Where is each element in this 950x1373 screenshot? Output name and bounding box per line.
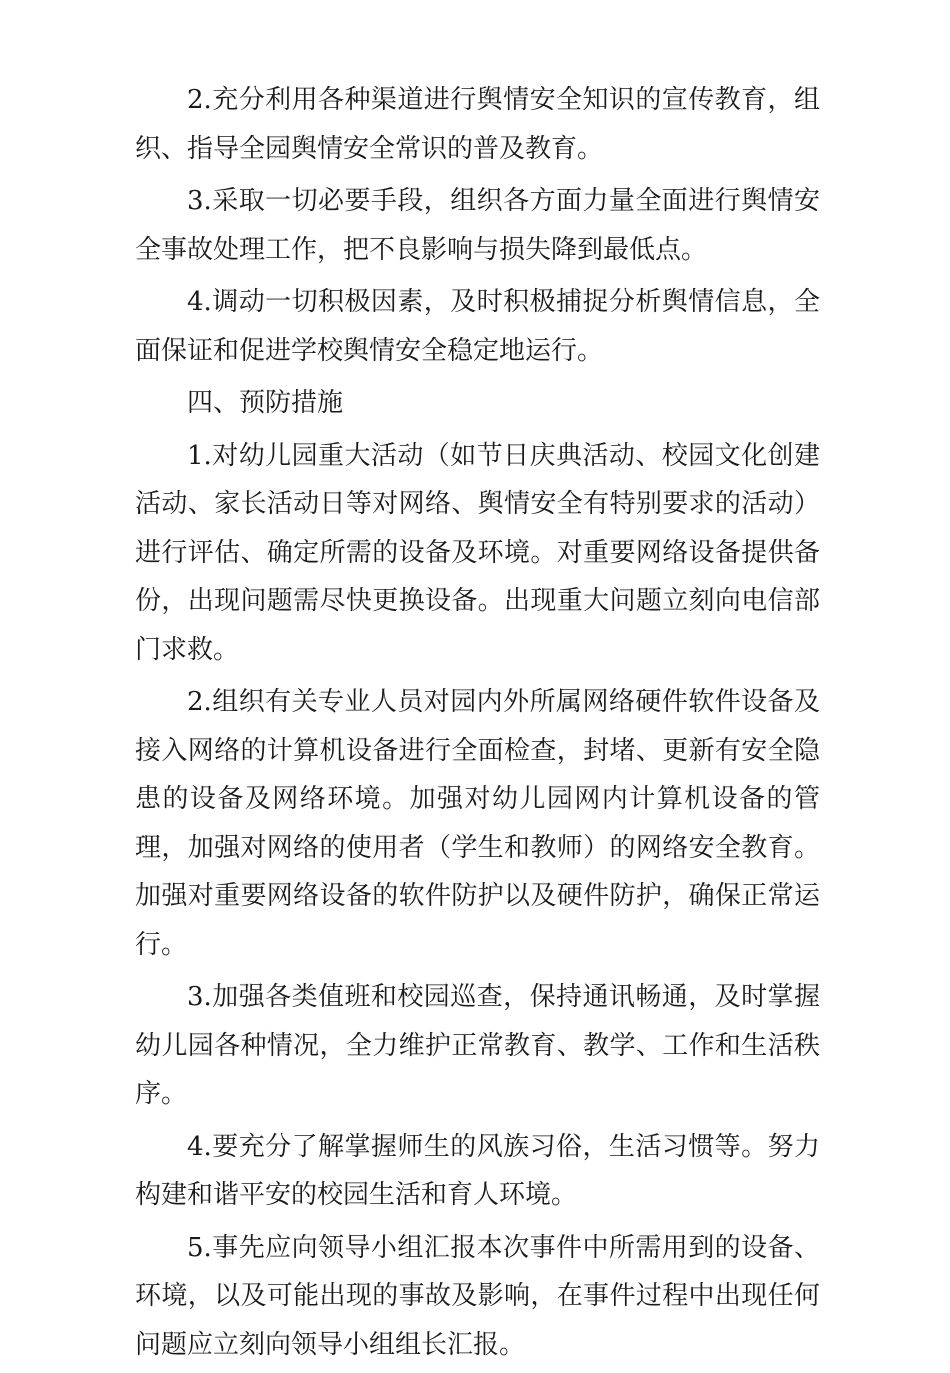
paragraph-item-2: 2.充分利用各种渠道进行舆情安全知识的宣传教育，组织、指导全园舆情安全常识的普及教育。 xyxy=(135,85,820,164)
prevention-item-5: 5.事先应向领导小组汇报本次事件中所需用到的设备、环境，以及可能出现的事故及影响，在事件过程中出现任何问题应立刻向领导小组组长汇报。 xyxy=(135,1232,820,1360)
paragraph-item-3: 3.采取一切必要手段，组织各方面力量全面进行舆情安全事故处理工作，把不良影响与损失降到最低点。 xyxy=(135,186,820,265)
prevention-item-3: 3.加强各类值班和校园巡查，保持通讯畅通，及时掌握幼儿园各种情况，全力维护正常教育、教学、工作和生活秩序。 xyxy=(135,982,820,1109)
document-body xyxy=(135,76,820,1373)
prevention-item-1: 1.对幼儿园重大活动（如节日庆典活动、校园文化创建活动、家长活动日等对网络、舆情安全有特别要求的活动）进行评估、确定所需的设备及环境。对重要网络设备提供备份，出现问题需尽快更换设备。出现重大问题立刻向电信部门求救。 xyxy=(135,440,820,665)
section-heading-prevention: 四、预防措施 xyxy=(187,388,344,418)
prevention-item-2: 2.组织有关专业人员对园内外所属网络硬件软件设备及接入网络的计算机设备进行全面检查，封堵、更新有安全隐患的设备及网络环境。加强对幼儿园网内计算机设备的管理，加强对网络的使用者（学生和教师）的网络安全教育。加强对重要网络设备的软件防护以及硬件防护，确保正常运行。 xyxy=(135,687,820,960)
prevention-item-4: 4.要充分了解掌握师生的风族习俗，生活习惯等。努力构建和谐平安的校园生活和育人环境。 xyxy=(135,1131,820,1210)
paragraph-item-4: 4.调动一切积极因素，及时积极捕捉分析舆情信息，全面保证和促进学校舆情安全稳定地运行。 xyxy=(135,287,820,366)
